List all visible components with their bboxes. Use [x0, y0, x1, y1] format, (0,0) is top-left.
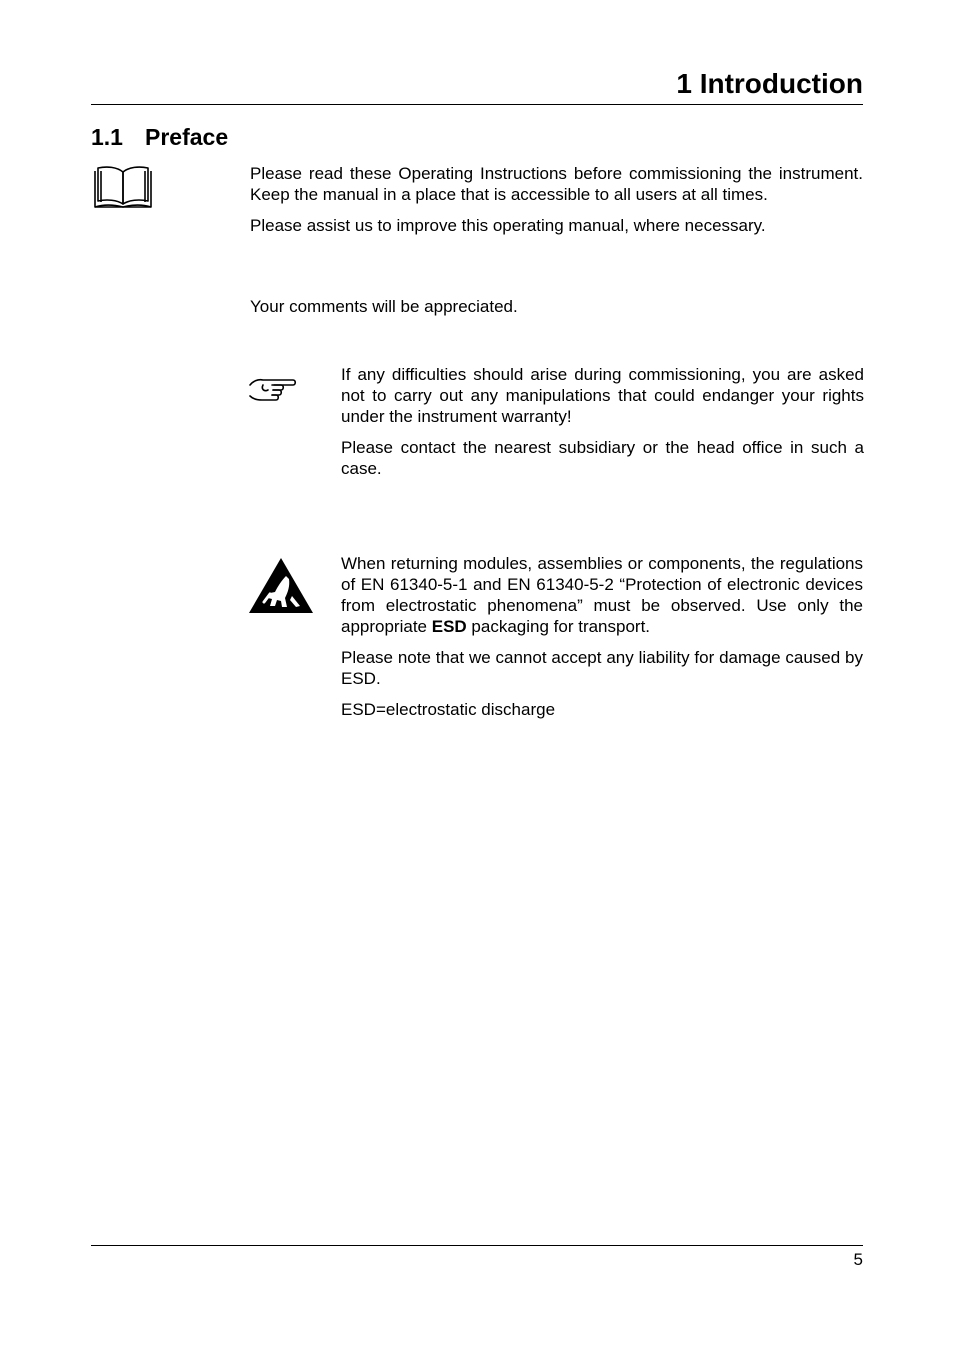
warranty-note: [341, 364, 864, 489]
chapter-title: 1 Introduction: [676, 68, 863, 99]
esd-note: [341, 553, 863, 730]
header-rule: [91, 104, 863, 105]
liability-paragraph: Please note that we cannot accept any liability for damage caused by ESD.: [341, 648, 863, 688]
read-instructions-paragraph: Please read these Operating Instructions before commissioning the instrument. Keep the manual in a place that is accessible to all users at all times.: [250, 164, 863, 204]
assist-paragraph: Please assist us to improve this operating manual, where necessary.: [250, 216, 766, 235]
comments-text: [250, 296, 863, 327]
page-number: 5: [853, 1250, 863, 1269]
esd-warning-icon: [248, 556, 314, 614]
intro-text: [250, 163, 863, 246]
pointing-hand-icon: [248, 376, 298, 404]
section-number: 1.1: [91, 124, 123, 150]
section-title: Preface: [145, 124, 229, 150]
book-icon: [93, 165, 153, 210]
esd-definition: ESD=electrostatic discharge: [341, 700, 556, 719]
esd-bold-term: ESD: [431, 617, 467, 636]
comments-paragraph: Your comments will be appreciated.: [250, 297, 518, 316]
esd-paragraph-text-start: When returning modules, assemblies or components, the regulations of EN 61340-5-1 and EN 61340-5-2 “Protection of electronic devices from electrostatic phenomena” must be observed. Use only the appropriate: [341, 554, 863, 636]
esd-paragraph-text-end: packaging for transport.: [466, 617, 651, 636]
contact-paragraph: Please contact the nearest subsidiary or the head office in such a case.: [341, 438, 864, 478]
difficulties-paragraph: If any difficulties should arise during commissioning, you are asked not to carry out any manipulations that could endanger your rights under the instrument warranty!: [341, 365, 864, 426]
section-heading: [91, 121, 228, 153]
esd-paragraph: [341, 553, 863, 637]
footer-rule: [91, 1245, 863, 1246]
